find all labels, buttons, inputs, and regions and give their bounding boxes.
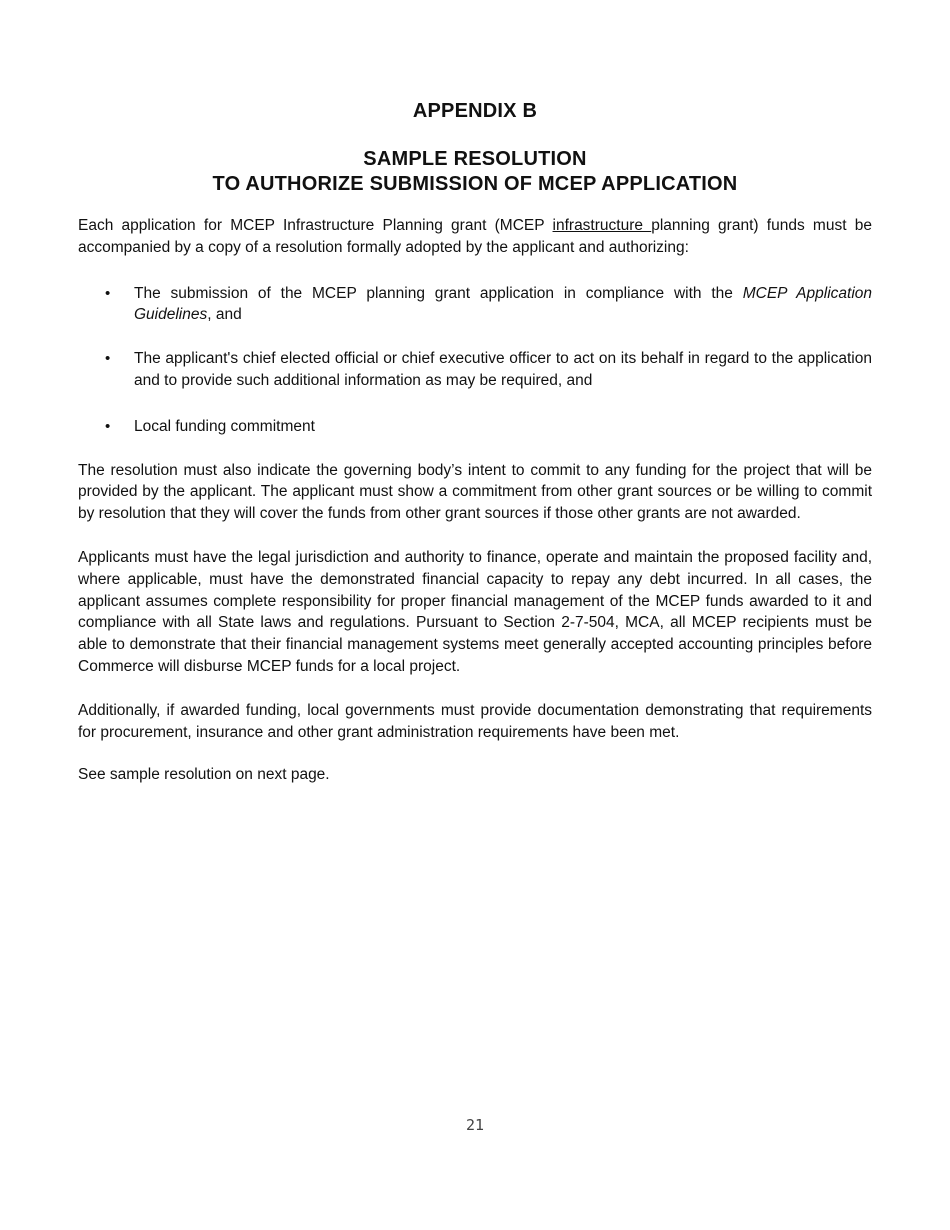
page-number: 21 — [465, 1116, 485, 1134]
bullet-icon: • — [105, 417, 111, 435]
intro-text-part1: Each application for MCEP Infrastructure Planning grant (MCEP — [78, 217, 553, 234]
list-item-text-end: , and — [207, 306, 242, 324]
list-item — [78, 416, 872, 438]
intro-underlined-word: infrastructure — [552, 217, 652, 234]
resolution-title-line1: SAMPLE RESOLUTION — [363, 148, 587, 170]
list-item-text: The submission of the MCEP planning grant application in compliance with the — [134, 284, 743, 302]
funding-commitment-paragraph: The resolution must also indicate the governing body’s intent to commit to any funding for the project that will be provided by the applicant. The applicant must show a commitment from other grant sources or be willing to commit by resolution that they will cover the funds from other grant sources if those other grants are not awarded. — [78, 461, 872, 523]
intro-text-part2: planning grant) funds must be accompanied by a copy of a resolution formally adopted by the applicant and authorizing: — [78, 217, 872, 256]
resolution-title — [78, 147, 872, 197]
bullet-icon: • — [105, 284, 111, 302]
resolution-title-line2: TO AUTHORIZE SUBMISSION OF MCEP APPLICATION — [212, 173, 738, 195]
documentation-paragraph: Additionally, if awarded funding, local governments must provide documentation demonstrating that requirements for procurement, insurance and other grant administration requirements have been met. — [78, 701, 872, 741]
guidelines-title: MCEP Application Guidelines — [134, 284, 873, 324]
intro-paragraph — [78, 215, 872, 259]
list-item — [78, 283, 872, 327]
document-page — [78, 100, 872, 786]
authorization-list — [78, 283, 872, 438]
list-item-text: The applicant's chief elected official or chief executive officer to act on its behalf in regard to the application and to provide such additional information as may be required, and — [134, 350, 872, 389]
see-next-page-note: See sample resolution on next page. — [78, 766, 330, 784]
list-item-text: Local funding commitment — [134, 417, 315, 435]
list-item — [78, 348, 872, 392]
appendix-heading: APPENDIX B — [412, 100, 538, 122]
bullet-icon: • — [105, 350, 111, 368]
jurisdiction-paragraph: Applicants must have the legal jurisdiction and authority to finance, operate and maintain the proposed facility and, where applicable, must have the demonstrated financial capacity to repay any debt incurred. In all cases, the applicant assumes complete responsibility for proper financial management of the MCEP funds awarded to it and compliance with all State laws and regulations. Pursuant to Section 2-7-504, MCA, all MCEP recipients must be able to demonstrate that their financial management systems meet generally accepted accounting principles before Commerce will disburse MCEP funds for a local project. — [78, 548, 872, 675]
